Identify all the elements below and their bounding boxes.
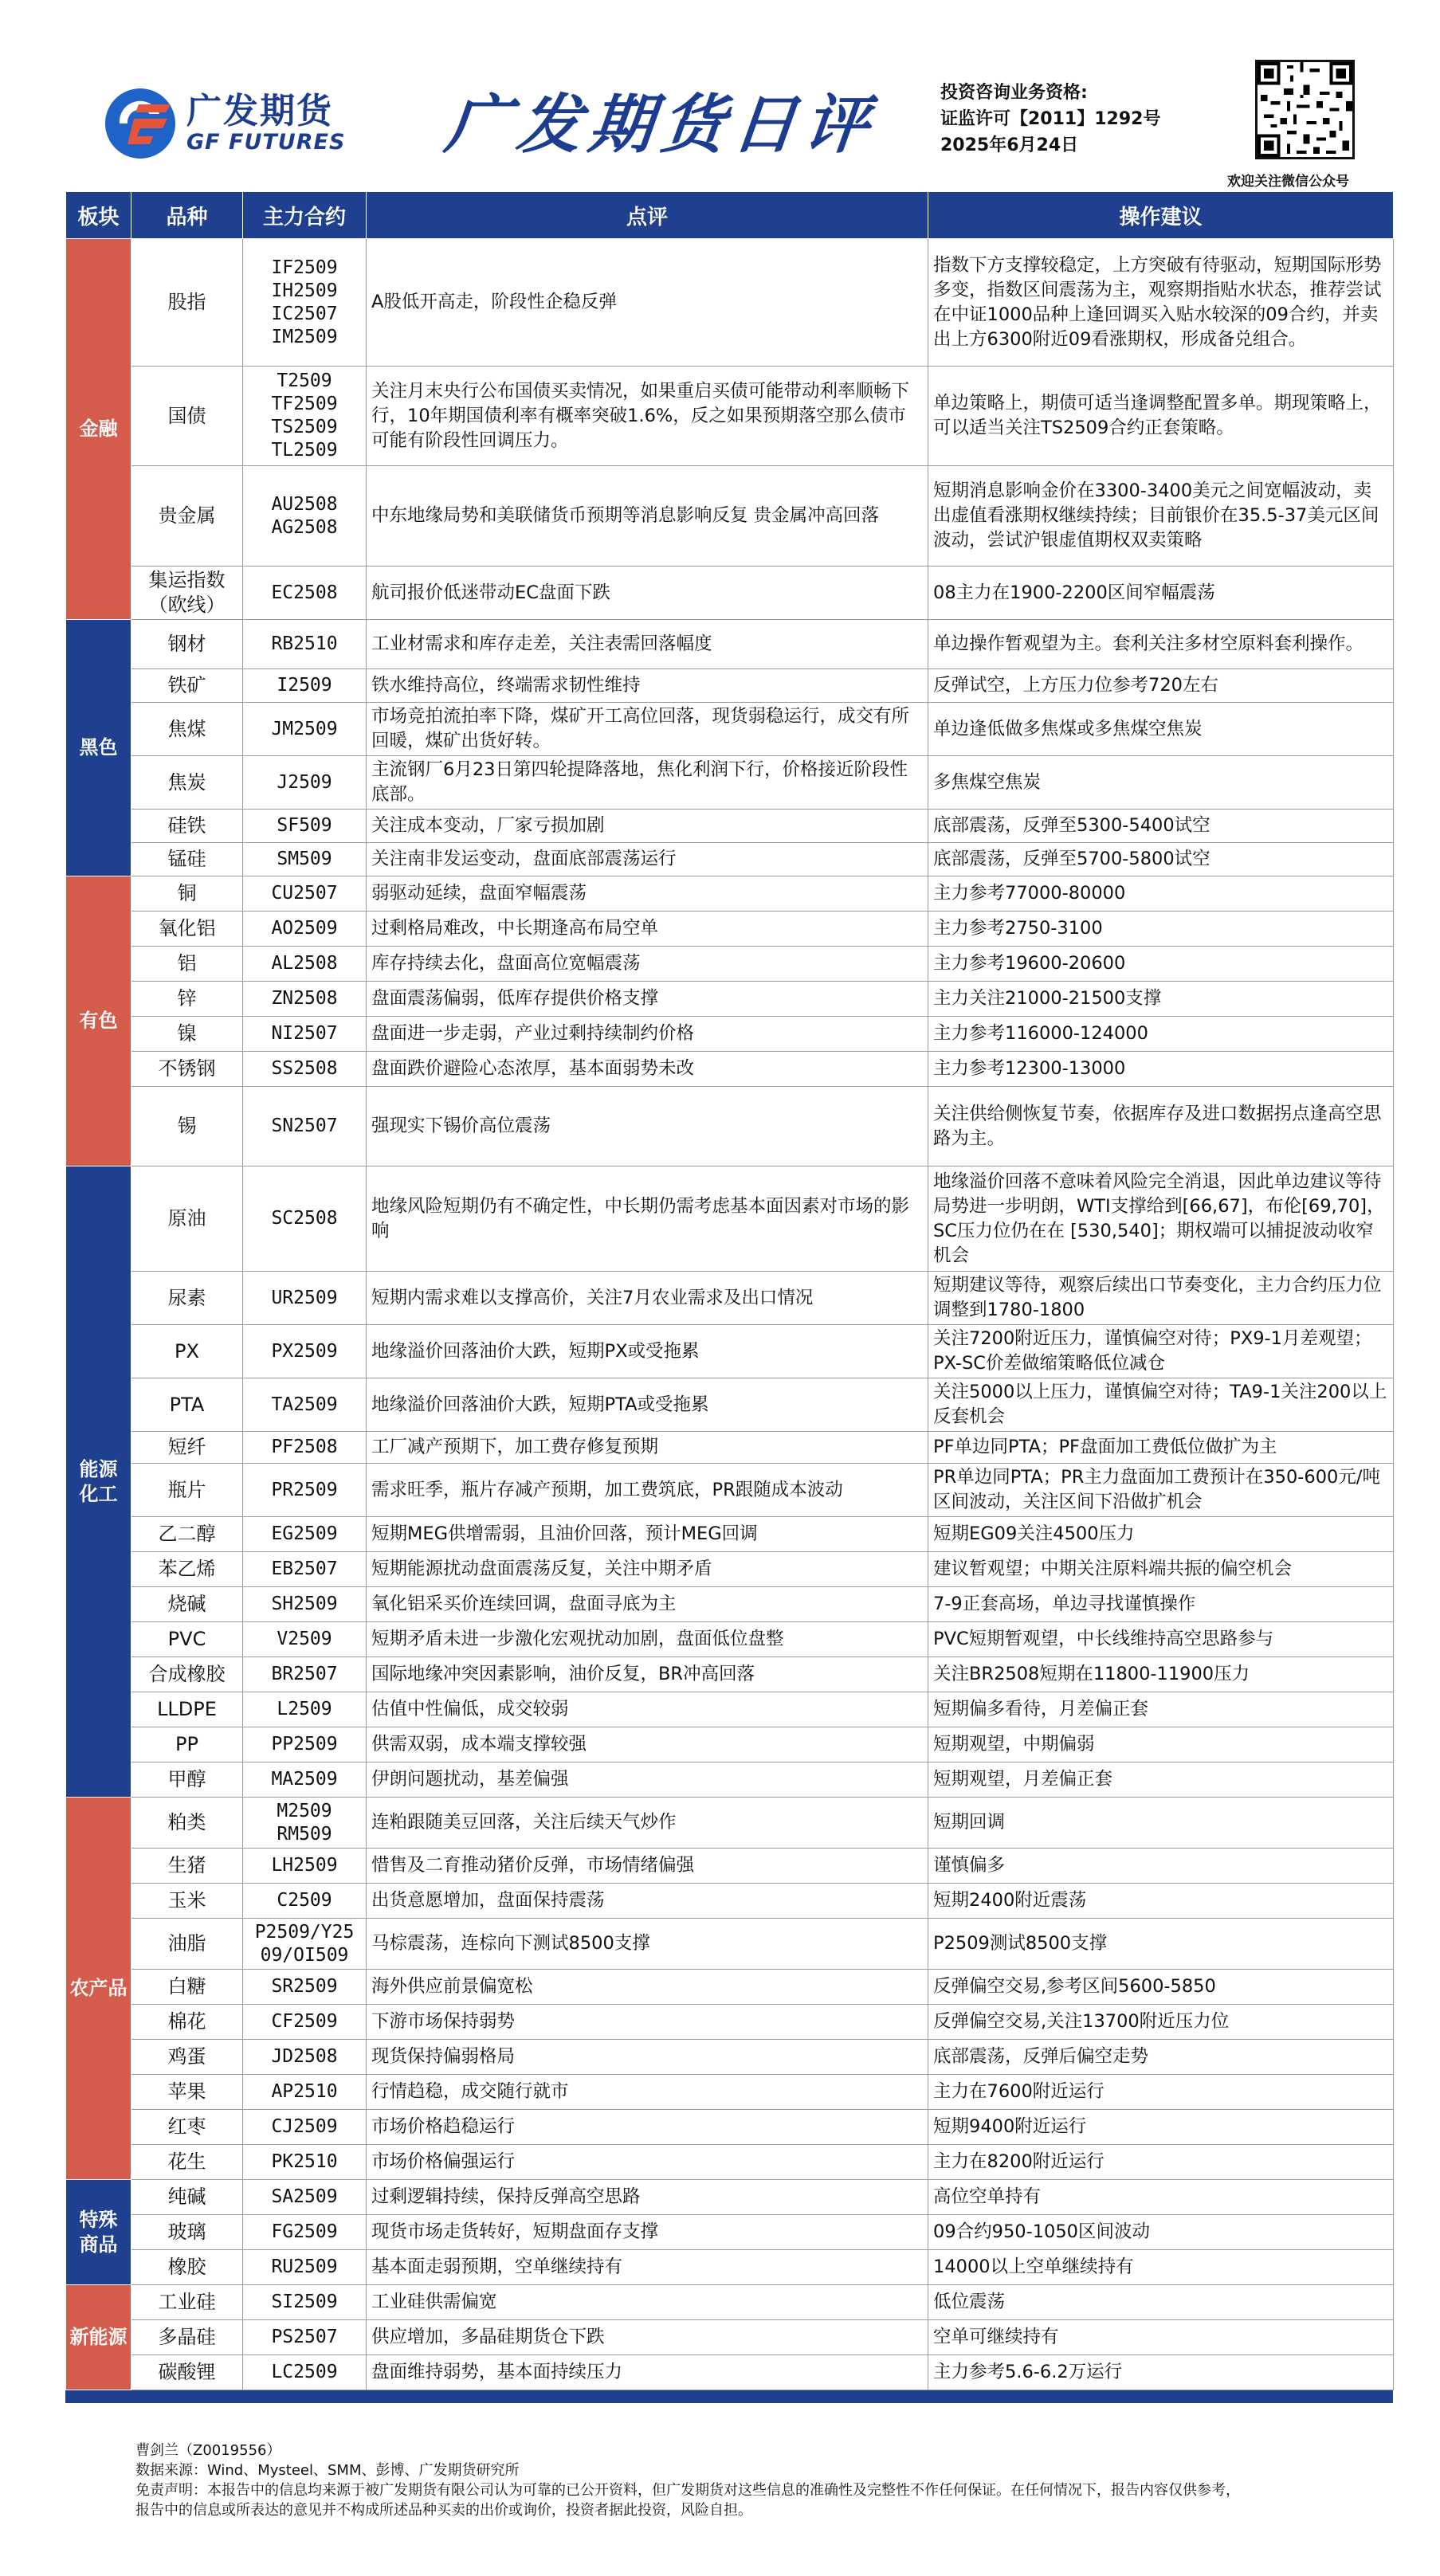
table-row [66,1657,1394,1692]
variety-cell: 生猪 [131,1849,243,1884]
advice-cell: 主力在7600附近运行 [928,2075,1394,2110]
comment-cell: 工业材需求和库存走差，关注表需回落幅度 [367,620,928,669]
comment-cell: 地缘溢价回落油价大跌，短期PTA或受拖累 [367,1378,928,1432]
column-header-comment: 点评 [367,192,928,239]
comment-cell: 盘面维持弱势，基本面持续压力 [367,2355,928,2390]
variety-cell: PX [131,1325,243,1378]
comment-cell: 估值中性偏低，成交较弱 [367,1692,928,1727]
qualification-info [940,80,1160,159]
advice-cell: 关注7200附近压力，谨慎偏空对待；PX9-1月差观望；PX-SC价差做缩策略低位减仓 [928,1325,1394,1378]
advice-cell: 关注5000以上压力，谨慎偏空对待；TA9-1关注200以上反套机会 [928,1378,1394,1432]
variety-cell: 玻璃 [131,2215,243,2250]
comment-cell: 现货保持偏弱格局 [367,2040,928,2075]
table-row [66,239,1394,367]
comment-cell: 强现实下锡价高位震荡 [367,1087,928,1166]
table-row [66,2285,1394,2320]
contract-cell: BR2507 [243,1657,367,1692]
table-row [66,876,1394,912]
variety-cell: 锰硅 [131,843,243,876]
advice-cell: 空单可继续持有 [928,2320,1394,2355]
comment-cell: 关注月末央行公布国债买卖情况，如果重启买债可能带动利率顺畅下行，10年期国债利率有概率突破1.6%，反之如果预期落空那么债市可能有阶段性回调压力。 [367,367,928,466]
license-line: 证监许可【2011】1292号 [940,109,1161,129]
table-row [66,1517,1394,1552]
sector-cell: 特殊 商品 [66,2180,131,2285]
table-row [66,2215,1394,2250]
variety-cell: 苹果 [131,2075,243,2110]
comment-cell: 地缘风险短期仍有不确定性，中长期仍需考虑基本面因素对市场的影响 [367,1166,928,1272]
contract-cell: UR2509 [243,1272,367,1325]
contract-cell: CJ2509 [243,2110,367,2145]
table-row [66,1919,1394,1970]
table-row [66,2250,1394,2285]
column-header-variety: 品种 [131,192,243,239]
contract-cell: SI2509 [243,2285,367,2320]
advice-cell: 短期观望，月差偏正套 [928,1762,1394,1798]
report-date: 2025年6月24日 [940,135,1079,155]
contract-cell: M2509 RM509 [243,1798,367,1849]
table-row [66,367,1394,466]
comment-cell: 市场竞拍流拍率下降，煤矿开工高位回落，现货弱稳运行，成交有所回暖，煤矿出货好转。 [367,703,928,756]
table-row [66,669,1394,703]
table-row [66,1884,1394,1919]
wechat-qr-code [1255,60,1355,159]
comment-cell: 下游市场保持弱势 [367,2005,928,2040]
advice-cell: 短期观望，中期偏弱 [928,1727,1394,1762]
advice-cell: 谨慎偏多 [928,1849,1394,1884]
table-row [66,1432,1394,1464]
advice-cell: 反弹偏空交易,参考区间5600-5850 [928,1970,1394,2005]
table-row [66,947,1394,982]
variety-cell: 白糖 [131,1970,243,2005]
variety-cell: 硅铁 [131,810,243,843]
comment-cell: 短期MEG供增需弱，且油价回落，预计MEG回调 [367,1517,928,1552]
advice-cell: 单边操作暂观望为主。套利关注多材空原料套利操作。 [928,620,1394,669]
table-row [66,912,1394,947]
contract-cell: AU2508 AG2508 [243,466,367,567]
variety-cell: 合成橡胶 [131,1657,243,1692]
variety-cell: 碳酸锂 [131,2355,243,2390]
logo-chinese-name: 广发期货 [186,90,333,131]
comment-cell: 行情趋稳，成交随行就市 [367,2075,928,2110]
sector-cell: 黑色 [66,620,131,876]
sector-cell: 农产品 [66,1798,131,2180]
table-row [66,1762,1394,1798]
variety-cell: 贵金属 [131,466,243,567]
table-row [66,1272,1394,1325]
variety-cell: 棉花 [131,2005,243,2040]
variety-cell: 多晶硅 [131,2320,243,2355]
table-row [66,982,1394,1017]
review-table [65,191,1394,2390]
variety-cell: 鸡蛋 [131,2040,243,2075]
table-row [66,1552,1394,1587]
comment-cell: 市场价格偏强运行 [367,2145,928,2180]
table-row [66,1970,1394,2005]
contract-cell: PP2509 [243,1727,367,1762]
table-row [66,843,1394,876]
variety-cell: 苯乙烯 [131,1552,243,1587]
contract-cell: IF2509 IH2509 IC2507 IM2509 [243,239,367,367]
table-row [66,756,1394,810]
advice-cell: 反弹试空，上方压力位参考720左右 [928,669,1394,703]
comment-cell: 氧化铝采买价连续回调，盘面寻底为主 [367,1587,928,1622]
table-row [66,810,1394,843]
variety-cell: 工业硅 [131,2285,243,2320]
contract-cell: SN2507 [243,1087,367,1166]
variety-cell: 瓶片 [131,1464,243,1517]
advice-cell: 指数下方支撑较稳定，上方突破有待驱动，短期国际形势多变，指数区间震荡为主，观察期指贴水状态，推荐尝试在中证1000品种上逢回调买入贴水较深的09合约，并卖出上方6300附近09看涨期权，形成备兑组合。 [928,239,1394,367]
advice-cell: 7-9正套高场，单边寻找谨慎操作 [928,1587,1394,1622]
contract-cell: JD2508 [243,2040,367,2075]
variety-cell: 铜 [131,876,243,912]
advice-cell: 主力在8200附近运行 [928,2145,1394,2180]
advice-cell: 主力参考2750-3100 [928,912,1394,947]
contract-cell: PS2507 [243,2320,367,2355]
advice-cell: 单边策略上，期债可适当逢调整配置多单。期现策略上，可以适当关注TS2509合约正套策略。 [928,367,1394,466]
table-row [66,703,1394,756]
comment-cell: 供应增加，多晶硅期货仓下跌 [367,2320,928,2355]
advice-cell: P2509测试8500支撑 [928,1919,1394,1970]
advice-cell: 主力参考19600-20600 [928,947,1394,982]
comment-cell: 关注成本变动，厂家亏损加剧 [367,810,928,843]
comment-cell: 市场价格趋稳运行 [367,2110,928,2145]
contract-cell: AO2509 [243,912,367,947]
comment-cell: 主流钢厂6月23日第四轮提降落地，焦化利润下行，价格接近阶段性底部。 [367,756,928,810]
comment-cell: 马棕震荡，连棕向下测试8500支撑 [367,1919,928,1970]
comment-cell: 盘面跌价避险心态浓厚，基本面弱势未改 [367,1052,928,1087]
contract-cell: CF2509 [243,2005,367,2040]
comment-cell: 关注南非发运变动，盘面底部震荡运行 [367,843,928,876]
variety-cell: 股指 [131,239,243,367]
advice-cell: 主力参考12300-13000 [928,1052,1394,1087]
variety-cell: 乙二醇 [131,1517,243,1552]
table-row [66,1378,1394,1432]
table-header-row [66,192,1394,239]
contract-cell: V2509 [243,1622,367,1657]
comment-cell: 供需双弱，成本端支撑较强 [367,1727,928,1762]
disclaimer-line-2: 报告中的信息或所表达的意见并不构成所述品种买卖的出价或询价，投资者据此投资，风险自担。 [135,2502,752,2519]
comment-cell: 短期能源扰动盘面震荡反复，关注中期矛盾 [367,1552,928,1587]
table-row [66,567,1394,620]
contract-cell: L2509 [243,1692,367,1727]
advice-cell: PR单边同PTA；PR主力盘面加工费预计在350-600元/吨区间波动，关注区间下沿做扩机会 [928,1464,1394,1517]
table-row [66,1849,1394,1884]
contract-cell: TA2509 [243,1378,367,1432]
comment-cell: 国际地缘冲突因素影响，油价反复，BR冲高回落 [367,1657,928,1692]
comment-cell: 现货市场走货转好，短期盘面存支撑 [367,2215,928,2250]
table-row [66,1017,1394,1052]
contract-cell: SC2508 [243,1166,367,1272]
variety-cell: 玉米 [131,1884,243,1919]
contract-cell: SF509 [243,810,367,843]
advice-cell: 单边逢低做多焦煤或多焦煤空焦炭 [928,703,1394,756]
comment-cell: 航司报价低迷带动EC盘面下跌 [367,567,928,620]
contract-cell: NI2507 [243,1017,367,1052]
advice-cell: 短期EG09关注4500压力 [928,1517,1394,1552]
table-row [66,1052,1394,1087]
advice-cell: 主力参考5.6-6.2万运行 [928,2355,1394,2390]
variety-cell: 锌 [131,982,243,1017]
comment-cell: 弱驱动延续，盘面窄幅震荡 [367,876,928,912]
comment-cell: 工业硅供需偏宽 [367,2285,928,2320]
table-row [66,1087,1394,1166]
disclaimer-line: 免责声明：本报告中的信息均来源于被广发期货有限公司认为可靠的已公开资料，但广发期货对这些信息的准确性及完整性不作任何保证。在任何情况下，报告内容仅供参考， [135,2482,1240,2499]
sector-cell: 金融 [66,239,131,620]
contract-cell: J2509 [243,756,367,810]
variety-cell: 焦煤 [131,703,243,756]
comment-cell: 过剩逻辑持续，保持反弹高空思路 [367,2180,928,2215]
column-header-advice: 操作建议 [928,192,1394,239]
variety-cell: 焦炭 [131,756,243,810]
sector-cell: 有色 [66,876,131,1166]
company-logo [104,84,351,163]
table-row [66,2145,1394,2180]
advice-cell: 短期回调 [928,1798,1394,1849]
advice-cell: 短期2400附近震荡 [928,1884,1394,1919]
advice-cell: 底部震荡，反弹至5300-5400试空 [928,810,1394,843]
table-body [66,239,1394,2390]
comment-cell: 盘面震荡偏弱，低库存提供价格支撑 [367,982,928,1017]
contract-cell: C2509 [243,1884,367,1919]
table-bottom-bar [65,2390,1393,2403]
variety-cell: 不锈钢 [131,1052,243,1087]
qr-caption: 欢迎关注微信公众号 [1227,174,1349,190]
report-title: 广发期货日评 [441,88,881,162]
report-header [0,0,1440,188]
contract-cell: JM2509 [243,703,367,756]
advice-cell: 建议暂观望；中期关注原料端共振的偏空机会 [928,1552,1394,1587]
contract-cell: PX2509 [243,1325,367,1378]
comment-cell: 工厂减产预期下，加工费存修复预期 [367,1432,928,1464]
author-line: 曹剑兰（Z0019556） [135,2442,281,2459]
variety-cell: 尿素 [131,1272,243,1325]
table-row [66,1798,1394,1849]
variety-cell: PTA [131,1378,243,1432]
table-row [66,2075,1394,2110]
table-row [66,1325,1394,1378]
data-source-line: 数据来源：Wind、Mysteel、SMM、彭博、广发期货研究所 [135,2462,520,2479]
comment-cell: A股低开高走，阶段性企稳反弹 [367,239,928,367]
advice-cell: 08主力在1900-2200区间窄幅震荡 [928,567,1394,620]
advice-cell: 主力参考116000-124000 [928,1017,1394,1052]
contract-cell: AL2508 [243,947,367,982]
variety-cell: LLDPE [131,1692,243,1727]
contract-cell: ZN2508 [243,982,367,1017]
advice-cell: 主力参考77000-80000 [928,876,1394,912]
contract-cell: RU2509 [243,2250,367,2285]
advice-cell: 高位空单持有 [928,2180,1394,2215]
advice-cell: 多焦煤空焦炭 [928,756,1394,810]
contract-cell: EG2509 [243,1517,367,1552]
comment-cell: 基本面走弱预期，空单继续持有 [367,2250,928,2285]
gf-logo-icon [104,87,177,160]
contract-cell: LC2509 [243,2355,367,2390]
sector-cell: 能源 化工 [66,1166,131,1798]
variety-cell: PP [131,1727,243,1762]
advice-cell: 反弹偏空交易,关注13700附近压力位 [928,2005,1394,2040]
advice-cell: 短期消息影响金价在3300-3400美元之间宽幅波动，卖出虚值看涨期权继续持续；目前银价在35.5-37美元区间波动，尝试沪银虚值期权双卖策略 [928,466,1394,567]
variety-cell: 纯碱 [131,2180,243,2215]
contract-cell: SS2508 [243,1052,367,1087]
comment-cell: 海外供应前景偏宽松 [367,1970,928,2005]
variety-cell: 锡 [131,1087,243,1166]
comment-cell: 过剩格局难改，中长期逢高布局空单 [367,912,928,947]
contract-cell: FG2509 [243,2215,367,2250]
column-header-contract: 主力合约 [243,192,367,239]
variety-cell: 花生 [131,2145,243,2180]
variety-cell: 铝 [131,947,243,982]
variety-cell: 原油 [131,1166,243,1272]
advice-cell: 主力关注21000-21500支撑 [928,982,1394,1017]
comment-cell: 中东地缘局势和美联储货币预期等消息影响反复 贵金属冲高回落 [367,466,928,567]
variety-cell: 烧碱 [131,1587,243,1622]
variety-cell: PVC [131,1622,243,1657]
comment-cell: 伊朗问题扰动，基差偏强 [367,1762,928,1798]
comment-cell: 地缘溢价回落油价大跌，短期PX或受拖累 [367,1325,928,1378]
contract-cell: MA2509 [243,1762,367,1798]
advice-cell: 底部震荡，反弹后偏空走势 [928,2040,1394,2075]
contract-cell: RB2510 [243,620,367,669]
qualification-line: 投资咨询业务资格: [940,83,1088,103]
advice-cell: PVC短期暂观望，中长线维持高空思路参与 [928,1622,1394,1657]
comment-cell: 惜售及二育推动猪价反弹，市场情绪偏强 [367,1849,928,1884]
table-row [66,466,1394,567]
contract-cell: SR2509 [243,1970,367,2005]
table-row [66,1692,1394,1727]
contract-cell: T2509 TF2509 TS2509 TL2509 [243,367,367,466]
advice-cell: 关注供给侧恢复节奏，依据库存及进口数据拐点逢高空思路为主。 [928,1087,1394,1166]
comment-cell: 盘面进一步走弱，产业过剩持续制约价格 [367,1017,928,1052]
variety-cell: 集运指数 （欧线） [131,567,243,620]
table-row [66,2320,1394,2355]
variety-cell: 短纤 [131,1432,243,1464]
comment-cell: 出货意愿增加，盘面保持震荡 [367,1884,928,1919]
advice-cell: 底部震荡，反弹至5700-5800试空 [928,843,1394,876]
table-row [66,1727,1394,1762]
variety-cell: 铁矿 [131,669,243,703]
comment-cell: 需求旺季，瓶片存减产预期，加工费筑底，PR跟随成本波动 [367,1464,928,1517]
contract-cell: AP2510 [243,2075,367,2110]
contract-cell: PF2508 [243,1432,367,1464]
table-row [66,1587,1394,1622]
logo-english-name: GF FUTURES [186,130,346,155]
comment-cell: 短期矛盾未进一步激化宏观扰动加剧，盘面低位盘整 [367,1622,928,1657]
contract-cell: PK2510 [243,2145,367,2180]
advice-cell: 短期9400附近运行 [928,2110,1394,2145]
contract-cell: LH2509 [243,1849,367,1884]
advice-cell: 09合约950-1050区间波动 [928,2215,1394,2250]
variety-cell: 橡胶 [131,2250,243,2285]
contract-cell: SM509 [243,843,367,876]
table-row [66,2005,1394,2040]
advice-cell: 关注BR2508短期在11800-11900压力 [928,1657,1394,1692]
contract-cell: EC2508 [243,567,367,620]
contract-cell: P2509/Y25 09/OI509 [243,1919,367,1970]
advice-cell: 低位震荡 [928,2285,1394,2320]
table-row [66,1622,1394,1657]
contract-cell: I2509 [243,669,367,703]
variety-cell: 粕类 [131,1798,243,1849]
variety-cell: 钢材 [131,620,243,669]
advice-cell: 地缘溢价回落不意味着风险完全消退，因此单边建议等待局势进一步明朗，WTI支撑给到[66,67]，布伦[69,70]，SC压力位仍在在 [530,540]；期权端可以捕捉波动收窄机会 [928,1166,1394,1272]
table-row [66,1166,1394,1272]
variety-cell: 国债 [131,367,243,466]
table-row [66,2355,1394,2390]
contract-cell: SH2509 [243,1587,367,1622]
daily-review-table [65,191,1393,2403]
variety-cell: 红枣 [131,2110,243,2145]
variety-cell: 镍 [131,1017,243,1052]
advice-cell: 短期偏多看待，月差偏正套 [928,1692,1394,1727]
variety-cell: 氧化铝 [131,912,243,947]
variety-cell: 甲醇 [131,1762,243,1798]
table-row [66,1464,1394,1517]
sector-cell: 新能源 [66,2285,131,2390]
contract-cell: PR2509 [243,1464,367,1517]
contract-cell: CU2507 [243,876,367,912]
advice-cell: 14000以上空单继续持有 [928,2250,1394,2285]
comment-cell: 短期内需求难以支撑高价，关注7月农业需求及出口情况 [367,1272,928,1325]
table-row [66,2040,1394,2075]
comment-cell: 连粕跟随美豆回落，关注后续天气炒作 [367,1798,928,1849]
table-row [66,2180,1394,2215]
table-row [66,2110,1394,2145]
contract-cell: EB2507 [243,1552,367,1587]
advice-cell: 短期建议等待，观察后续出口节奏变化，主力合约压力位调整到1780-1800 [928,1272,1394,1325]
contract-cell: SA2509 [243,2180,367,2215]
column-header-sector: 板块 [66,192,131,239]
report-footer [135,2441,1379,2520]
comment-cell: 库存持续去化，盘面高位宽幅震荡 [367,947,928,982]
table-row [66,620,1394,669]
advice-cell: PF单边同PTA；PF盘面加工费低位做扩为主 [928,1432,1394,1464]
comment-cell: 铁水维持高位，终端需求韧性维持 [367,669,928,703]
variety-cell: 油脂 [131,1919,243,1970]
